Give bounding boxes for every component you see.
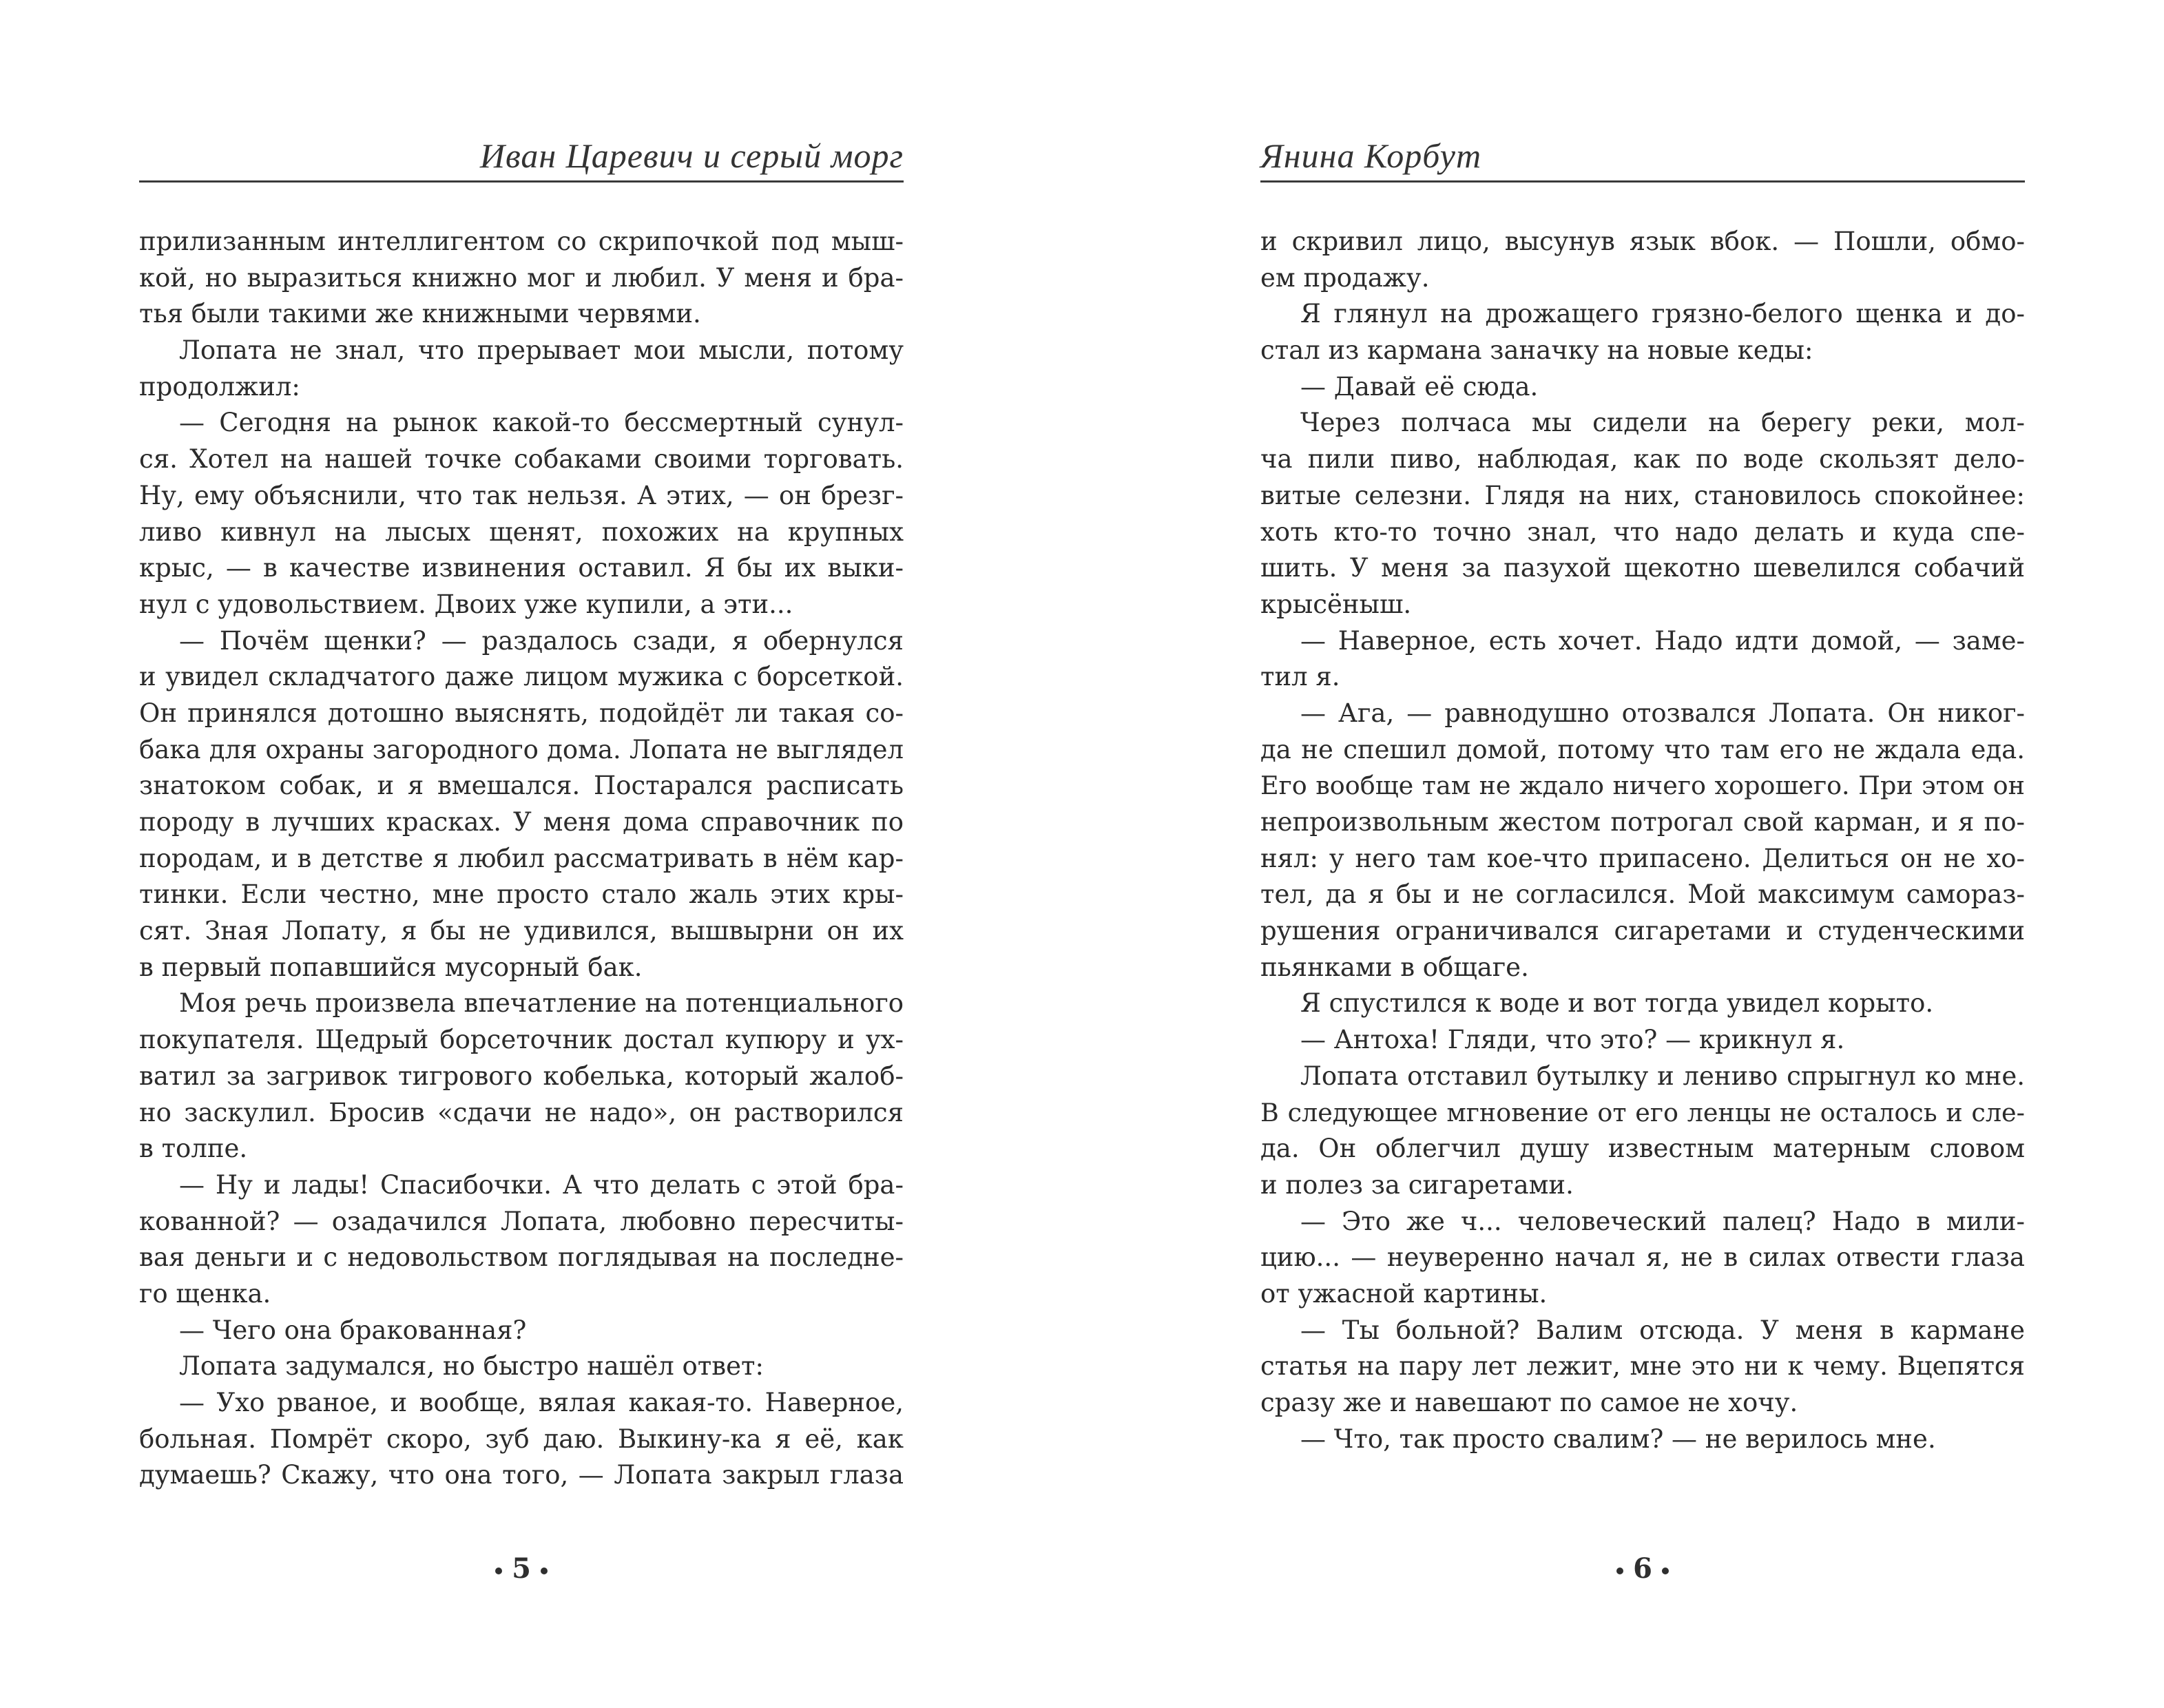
text-line: кой, но выразиться книжно мог и любил. У меня и бра- — [139, 262, 904, 293]
text-line: тел, да я бы и не согласился. Мой максимум самораз- — [1260, 879, 2025, 910]
text-line: породу в лучших красках. У меня дома справочник по — [139, 807, 904, 837]
text-line: Он принялся дотошно выяснять, подойдёт ли такая со- — [139, 698, 904, 728]
text-line: Я глянул на дрожащего грязно-белого щенка и до- — [1300, 299, 2025, 329]
text-line: В следующее мгновение от его ленцы не осталось и сле- — [1260, 1097, 2025, 1127]
page-number-value: 5 — [512, 1552, 531, 1585]
header-rule — [139, 180, 904, 183]
running-head-author: Янина Корбут — [1260, 136, 1482, 175]
text-line: го щенка. — [139, 1278, 271, 1309]
text-line: Его вообще там не ждало ничего хорошего. При этом он — [1260, 771, 2025, 801]
page-number — [139, 1548, 904, 1590]
text-line: покупателя. Щедрый борсеточник достал купюру и ух- — [139, 1025, 904, 1055]
text-line: хоть кто-то точно знал, что надо делать и куда спе- — [1260, 517, 2025, 547]
text-line: тинки. Если честно, мне просто стало жаль этих кры- — [139, 879, 904, 910]
text-line: от ужасной картины. — [1260, 1278, 1548, 1309]
text-line: непроизвольным жестом потрогал свой карман, и я по- — [1260, 807, 2025, 837]
running-head-book-title: Иван Царевич и серый морг — [479, 136, 904, 175]
text-line: цию... — неуверенно начал я, не в силах отвести глаза — [1260, 1242, 2025, 1273]
text-line: ся. Хотел на нашей точке собаками своими торговать. — [139, 444, 904, 475]
text-line: больная. Помрёт скоро, зуб даю. Выкину-ка я её, как — [139, 1424, 904, 1454]
text-line: — Почём щенки? — раздалось сзади, я обернулся — [179, 625, 904, 656]
text-line: — Давай её сюда. — [1300, 371, 1539, 402]
text-line: в первый попавшийся мусорный бак. — [139, 952, 643, 982]
text-line: знатоком собак, и я вмешался. Постарался расписать — [139, 771, 904, 801]
bullet-icon — [541, 1568, 548, 1574]
text-line: стал из кармана заначку на новые кеды: — [1260, 335, 1813, 366]
text-line: и увидел складчатого даже лицом мужика с борсеткой. — [139, 662, 904, 692]
text-line: Лопата отставил бутылку и лениво спрыгнул ко мне. — [1300, 1061, 2025, 1091]
text-line: Лопата не знал, что прерывает мои мысли, потому — [179, 335, 904, 366]
text-line: Моя речь произвела впечатление на потенциального — [179, 988, 904, 1019]
text-line: — Наверное, есть хочет. Надо идти домой, — заме- — [1300, 625, 2025, 656]
text-line: — Сегодня на рынок какой-то бессмертный сунул- — [179, 408, 904, 438]
text-line: рушения ограничивался сигаретами и студенческими — [1260, 916, 2025, 946]
body-text — [139, 224, 904, 1494]
text-line: тья были такими же книжными червями. — [139, 299, 701, 329]
text-line: и скривил лицо, высунув язык вбок. — Пошли, обмо- — [1260, 227, 2025, 256]
text-line: прилизанным интеллигентом со скрипочкой под мыш- — [139, 227, 904, 256]
text-line: — Чего она бракованная? — [179, 1315, 527, 1345]
text-line: крысёныш. — [1260, 589, 1412, 619]
text-line: сразу же и навешают по самое не хочу. — [1260, 1388, 1798, 1417]
text-line: думаешь? Скажу, что она того, — Лопата закрыл глаза — [139, 1460, 904, 1490]
text-line: — Это же ч... человеческий палец? Надо в мили- — [1300, 1206, 2025, 1236]
text-line: ча пили пиво, наблюдая, как по воде скользят дело- — [1260, 444, 2025, 475]
body-text — [1260, 224, 2025, 1457]
text-line: породам, и в детстве я любил рассматривать в нём кар- — [139, 843, 904, 873]
text-line: Я спустился к воде и вот тогда увидел корыто. — [1300, 988, 1934, 1019]
text-line: ливо кивнул на лысых щенят, похожих на крупных — [139, 517, 904, 547]
text-line: в толпе. — [139, 1134, 248, 1164]
text-line: — Ухо рваное, и вообще, вялая какая-то. Наверное, — [179, 1388, 904, 1417]
text-line: продолжил: — [139, 371, 300, 402]
text-line: витые селезни. Глядя на них, становилось спокойнее: — [1260, 480, 2025, 510]
text-line: тил я. — [1260, 662, 1340, 692]
text-line: статья на пару лет лежит, мне это ни к чему. Вцепятся — [1260, 1351, 2025, 1382]
bullet-icon — [1616, 1568, 1623, 1574]
text-line: шить. У меня за пазухой щекотно шевелился собачий — [1260, 553, 2025, 583]
text-line: нял: у него там кое-что припасено. Делиться он не хо- — [1260, 843, 2025, 873]
text-line: — Что, так просто свалим? — не верилось мне. — [1300, 1424, 1936, 1454]
bullet-icon — [1662, 1568, 1669, 1574]
text-line: крыс, — в качестве извинения оставил. Я бы их выки- — [139, 553, 904, 583]
bullet-icon — [495, 1568, 502, 1574]
text-line: да не спешил домой, потому что там его не ждала еда. — [1260, 734, 2025, 764]
text-line: пьянками в общаге. — [1260, 952, 1529, 982]
text-line: Ну, ему объяснили, что так нельзя. А этих, — он брезг- — [139, 480, 904, 510]
text-line: — Ага, — равнодушно отозвался Лопата. Он никог- — [1300, 698, 2025, 728]
text-line: бака для охраны загородного дома. Лопата не выглядел — [139, 734, 904, 764]
text-line: Лопата задумался, но быстро нашёл ответ: — [179, 1351, 764, 1382]
text-line: но заскулил. Бросив «сдачи не надо», он растворился — [139, 1097, 904, 1127]
left-page — [139, 0, 904, 1708]
text-line: ем продажу. — [1260, 262, 1430, 293]
text-line: нул с удовольствием. Двоих уже купили, а эти... — [139, 589, 793, 619]
text-line: ватил за загривок тигрового кобелька, который жалоб- — [139, 1061, 904, 1091]
text-line: кованной? — озадачился Лопата, любовно пересчиты- — [139, 1206, 904, 1236]
text-line: вая деньги и с недовольством поглядывая на последне- — [139, 1242, 904, 1273]
page-number — [1260, 1548, 2025, 1590]
text-line: и полез за сигаретами. — [1260, 1169, 1574, 1200]
text-line: — Ну и лады! Спасибочки. А что делать с этой бра- — [179, 1169, 904, 1200]
text-line: Через полчаса мы сидели на берегу реки, мол- — [1300, 408, 2025, 438]
text-line: — Ты больной? Валим отсюда. У меня в кармане — [1300, 1315, 2025, 1345]
header-rule — [1260, 180, 2025, 183]
text-line: сят. Зная Лопату, я бы не удивился, вышвырни он их — [139, 916, 904, 946]
text-line: — Антоха! Гляди, что это? — крикнул я. — [1300, 1025, 1845, 1055]
text-line: да. Он облегчил душу известным матерным словом — [1260, 1134, 2025, 1164]
page-number-value: 6 — [1633, 1552, 1652, 1585]
right-page — [1260, 0, 2025, 1708]
